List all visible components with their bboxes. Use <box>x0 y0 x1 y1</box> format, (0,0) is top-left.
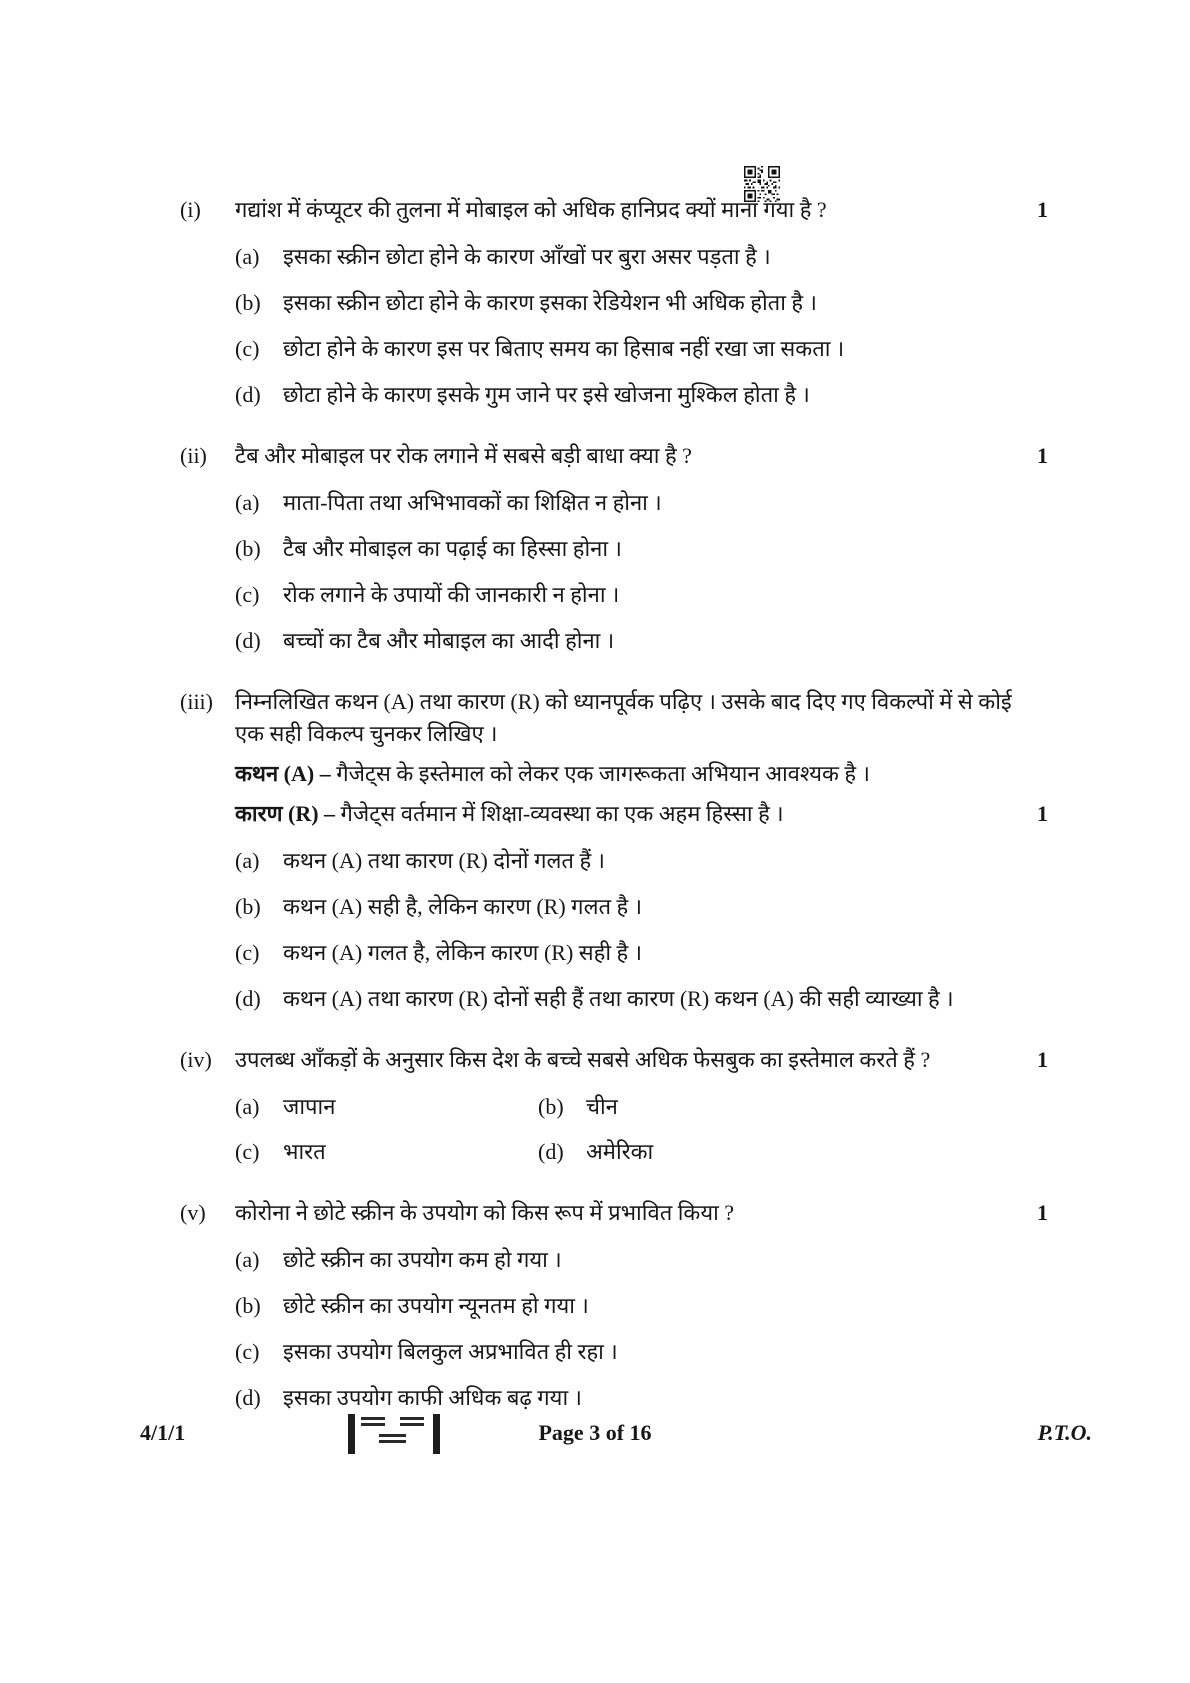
option-a <box>235 1244 1048 1275</box>
option-text: इसका उपयोग बिलकुल अप्रभावित ही रहा । <box>283 1339 618 1364</box>
question-text: टैब और मोबाइल पर रोक लगाने में सबसे बड़ी बाधा क्या है ? <box>235 443 692 468</box>
option-b <box>235 533 1048 564</box>
option-c <box>235 937 1048 968</box>
option-d <box>235 379 1048 410</box>
option-b <box>538 1091 1048 1122</box>
option-text: अमेरिका <box>586 1139 654 1164</box>
question-text: कोरोना ने छोटे स्क्रीन के उपयोग को किस रूप में प्रभावित किया ? <box>235 1200 735 1225</box>
reason-text <box>235 798 1006 830</box>
option-text: छोटे स्क्रीन का उपयोग कम हो गया । <box>283 1247 562 1272</box>
option-text: चीन <box>586 1094 618 1119</box>
option-text: छोटे स्क्रीन का उपयोग न्यूनतम हो गया । <box>283 1293 589 1318</box>
option-label: (c) <box>235 336 260 361</box>
option-label: (b) <box>235 894 261 919</box>
option-label: (c) <box>235 1139 260 1164</box>
option-b <box>235 1290 1048 1321</box>
option-text: इसका उपयोग काफी अधिक बढ़ गया । <box>283 1385 582 1410</box>
question-v <box>180 1197 1048 1413</box>
option-c <box>235 579 1048 610</box>
page-number-label: Page 3 of 16 <box>538 1420 652 1445</box>
options-grid <box>235 1091 1048 1167</box>
barcode-dash <box>400 1417 424 1426</box>
option-d <box>235 1382 1048 1413</box>
question-text: गद्यांश में कंप्यूटर की तुलना में मोबाइल को अधिक हानिप्रद क्यों माना गया है ? <box>235 197 827 222</box>
question-i <box>180 194 1048 410</box>
question-text: उपलब्ध आँकड़ों के अनुसार किस देश के बच्चे सबसे अधिक फेसबुक का इस्तेमाल करते हैं ? <box>235 1047 931 1072</box>
option-label: (a) <box>235 490 260 515</box>
option-d <box>538 1136 1048 1167</box>
option-label: (b) <box>538 1094 564 1119</box>
marks-value: 1 <box>1037 1047 1048 1072</box>
question-number: (v) <box>180 1200 206 1225</box>
option-text: जापान <box>283 1094 336 1119</box>
option-label: (a) <box>235 1247 260 1272</box>
reason-line <box>235 798 1048 830</box>
option-text: कथन (A) तथा कारण (R) दोनों गलत हैं । <box>283 848 605 873</box>
option-text: छोटा होने के कारण इस पर बिताए समय का हिसाब नहीं रखा जा सकता । <box>283 336 845 361</box>
questions-area <box>180 194 1048 1413</box>
option-c <box>235 1136 538 1167</box>
option-label: (d) <box>235 1385 261 1410</box>
option-a <box>235 241 1048 272</box>
question-number: (iv) <box>180 1047 212 1072</box>
option-d <box>235 983 1048 1014</box>
marks-value: 1 <box>1037 443 1048 468</box>
option-text: रोक लगाने के उपायों की जानकारी न होना । <box>283 582 620 607</box>
option-b <box>235 891 1048 922</box>
barcode-bar-left <box>348 1414 355 1454</box>
option-a <box>235 845 1048 876</box>
assertion-label: कथन (A) – <box>235 761 331 786</box>
question-intro: निम्नलिखित कथन (A) तथा कारण (R) को ध्यानपूर्वक पढ़िए । उसके बाद दिए गए विकल्पों में से कोई एक सही विकल्प चुनकर लिखिए । <box>235 689 1012 746</box>
option-label: (b) <box>235 1293 261 1318</box>
barcode-bar-right <box>433 1414 440 1454</box>
reason-body: गैजेट्स वर्तमान में शिक्षा-व्यवस्था का एक अहम हिस्सा है । <box>340 801 784 826</box>
question-ii <box>180 440 1048 656</box>
option-label: (c) <box>235 940 260 965</box>
page-footer <box>0 1412 1190 1462</box>
assertion-line <box>235 758 1048 790</box>
paper-code: 4/1/1 <box>140 1420 186 1445</box>
option-label: (d) <box>235 382 261 407</box>
question-number: (iii) <box>180 689 213 714</box>
question-iv <box>180 1044 1048 1167</box>
option-text: कथन (A) सही है, लेकिन कारण (R) गलत है । <box>283 894 643 919</box>
question-number: (i) <box>180 197 201 222</box>
option-a <box>235 487 1048 518</box>
option-label: (d) <box>235 986 261 1011</box>
option-c <box>235 1336 1048 1367</box>
pto-label: P.T.O. <box>1037 1420 1092 1445</box>
option-label: (a) <box>235 1094 260 1119</box>
assertion-text <box>235 758 1048 790</box>
marks-value: 1 <box>1037 1200 1048 1225</box>
assertion-body: गैजेट्स के इस्तेमाल को लेकर एक जागरूकता अभियान आवश्यक है । <box>336 761 870 786</box>
option-text: इसका स्क्रीन छोटा होने के कारण इसका रेडियेशन भी अधिक होता है । <box>283 290 817 315</box>
barcode-dash <box>361 1417 385 1426</box>
option-label: (a) <box>235 244 260 269</box>
option-label: (c) <box>235 582 260 607</box>
option-text: टैब और मोबाइल का पढ़ाई का हिस्सा होना । <box>283 536 622 561</box>
option-text: छोटा होने के कारण इसके गुम जाने पर इसे खोजना मुश्किल होता है । <box>283 382 810 407</box>
option-text: बच्चों का टैब और मोबाइल का आदी होना । <box>283 628 615 653</box>
option-text: भारत <box>283 1139 326 1164</box>
option-a <box>235 1091 538 1122</box>
option-d <box>235 625 1048 656</box>
option-label: (d) <box>538 1139 564 1164</box>
option-label: (b) <box>235 290 261 315</box>
marks-value: 1 <box>1037 801 1048 826</box>
option-text: कथन (A) गलत है, लेकिन कारण (R) सही है । <box>283 940 643 965</box>
question-number: (ii) <box>180 443 207 468</box>
option-text: माता-पिता तथा अभिभावकों का शिक्षित न होना । <box>283 490 662 515</box>
option-text: इसका स्क्रीन छोटा होने के कारण आँखों पर बुरा असर पड़ता है । <box>283 244 771 269</box>
question-iii <box>180 686 1048 1014</box>
option-label: (a) <box>235 848 260 873</box>
option-label: (b) <box>235 536 261 561</box>
barcode-mark-icon <box>348 1414 440 1454</box>
barcode-dash <box>379 1434 406 1443</box>
option-c <box>235 333 1048 364</box>
option-b <box>235 287 1048 318</box>
option-label: (c) <box>235 1339 260 1364</box>
marks-value: 1 <box>1037 197 1048 222</box>
option-label: (d) <box>235 628 261 653</box>
option-text: कथन (A) तथा कारण (R) दोनों सही हैं तथा कारण (R) कथन (A) की सही व्याख्या है । <box>283 986 954 1011</box>
reason-label: कारण (R) – <box>235 801 336 826</box>
